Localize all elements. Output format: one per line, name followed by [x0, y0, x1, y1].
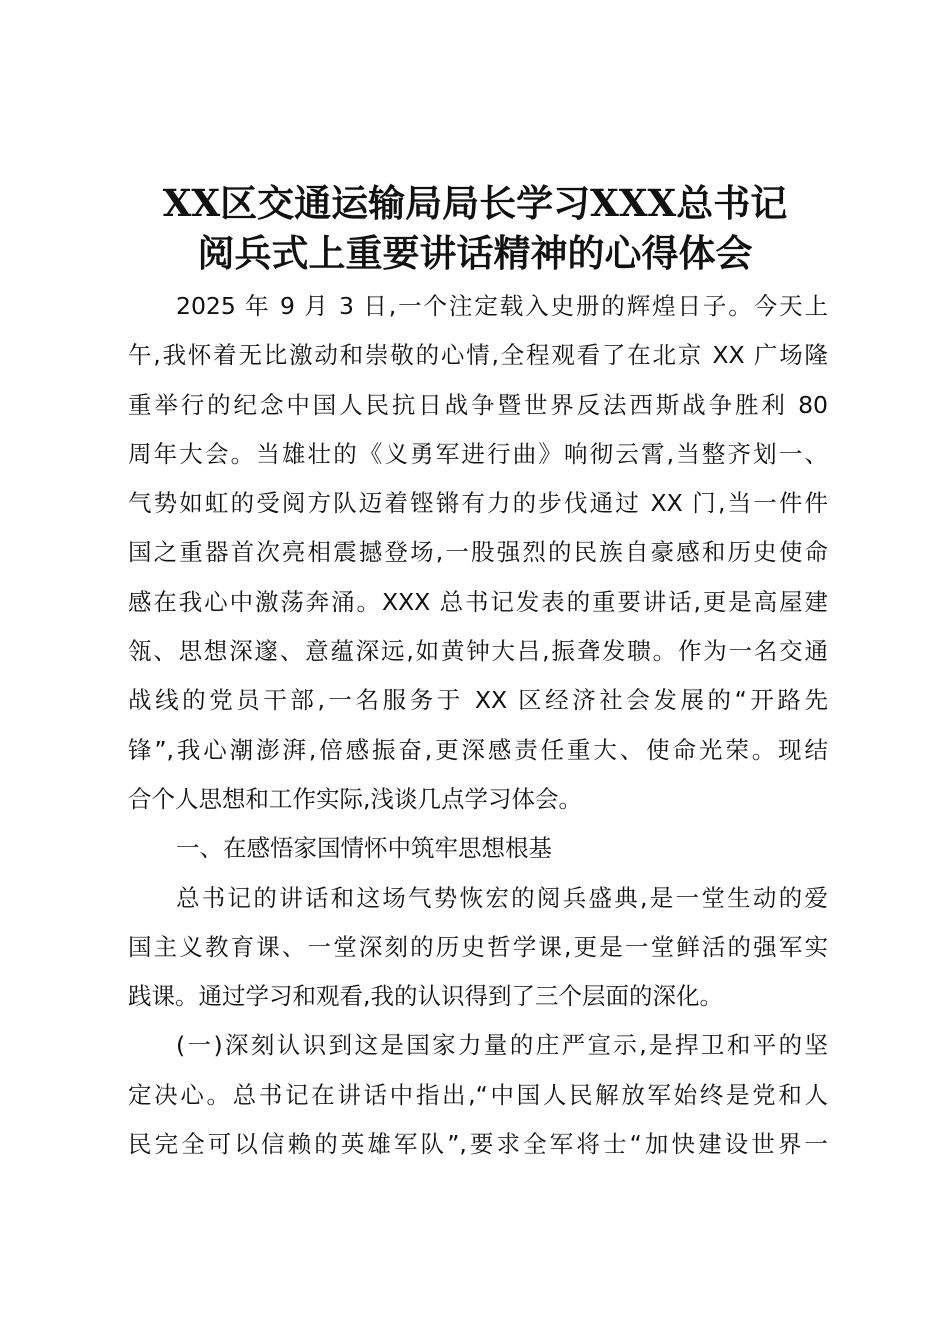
paragraph-line: 重举行的纪念中国人民抗日战争暨世界反法西斯战争胜利 80: [128, 390, 828, 419]
paragraph-line: 午,我怀着无比激动和崇敬的心情,全程观看了在北京 XX 广场隆: [128, 341, 828, 370]
paragraph-line: 国主义教育课、一堂深刻的历史哲学课,更是一堂鲜活的强军实: [128, 932, 828, 961]
paragraph-line: 定决心。总书记在讲话中指出,“中国人民解放军始终是党和人: [128, 1080, 828, 1109]
paragraph-line: 感在我心中激荡奔涌。XXX 总书记发表的重要讲话,更是高屋建: [128, 587, 828, 616]
paragraph-line: 践课。通过学习和观看,我的认识得到了三个层面的深化。: [128, 982, 723, 1011]
paragraph-line: (一)深刻认识到这是国家力量的庄严宣示,是捍卫和平的坚: [176, 1031, 828, 1060]
paragraph-line: 合个人思想和工作实际,浅谈几点学习体会。: [128, 784, 582, 813]
section-heading: 一、在感悟家国情怀中筑牢思想根基: [176, 834, 552, 863]
paragraph-line: 总书记的讲话和这场气势恢宏的阅兵盛典,是一堂生动的爱: [176, 883, 828, 912]
title-line-2: 阅兵式上重要讲话精神的心得体会: [197, 231, 753, 275]
paragraph-line: 战线的党员干部,一名服务于 XX 区经济社会发展的“开路先: [128, 686, 828, 715]
paragraph-line: 2025 年 9 月 3 日,一个注定载入史册的辉煌日子。今天上: [176, 292, 828, 320]
paragraph-line: 锋”,我心潮澎湃,倍感振奋,更深感责任重大、使命光荣。现结: [128, 735, 828, 764]
paragraph-line: 瓴、思想深邃、意蕴深远,如黄钟大吕,振聋发聩。作为一名交通: [128, 637, 828, 666]
paragraph-line: 国之重器首次亮相震撼登场,一股强烈的民族自豪感和历史使命: [128, 538, 828, 567]
paragraph-line: 民完全可以信赖的英雄军队”,要求全军将士“加快建设世界一: [128, 1130, 828, 1159]
title-line-1: XX区交通运输局局长学习XXX总书记: [162, 181, 788, 225]
document-title: [100, 178, 850, 278]
paragraph-line: 周年大会。当雄壮的《义勇军进行曲》响彻云霄,当整齐划一、: [128, 439, 828, 468]
document-body: [128, 282, 828, 1169]
paragraph-line: 气势如虹的受阅方队迈着铿锵有力的步伐通过 XX 门,当一件件: [128, 489, 828, 518]
